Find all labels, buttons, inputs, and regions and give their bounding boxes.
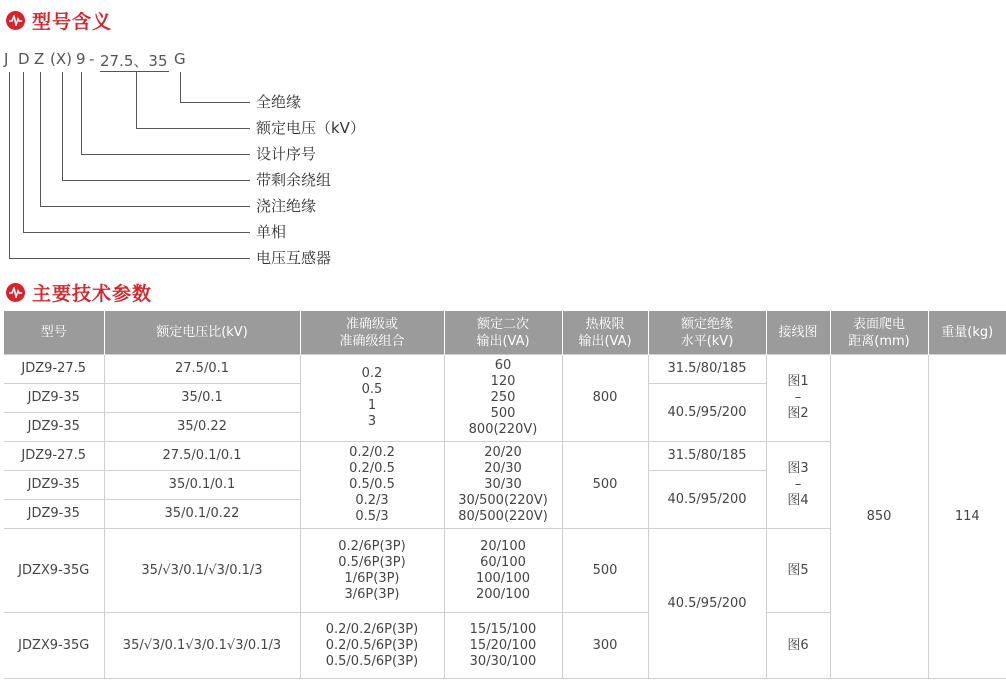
cell-wiring: 图5 bbox=[766, 529, 830, 613]
leader-line bbox=[180, 102, 250, 103]
leader-line bbox=[136, 72, 137, 128]
cell-model: JDZX9-35G bbox=[4, 529, 104, 613]
table-row bbox=[4, 355, 1006, 384]
cell-thermal: 500 bbox=[562, 442, 648, 529]
column-header: 准确级或 准确级组合 bbox=[300, 311, 444, 355]
table-header-row bbox=[4, 311, 1006, 355]
cell-model: JDZ9-35 bbox=[4, 384, 104, 413]
meaning-label: 浇注绝缘 bbox=[256, 197, 317, 215]
pulse-icon bbox=[6, 11, 25, 30]
leader-line bbox=[9, 72, 10, 258]
cell-ratio: 35/√3/0.1/√3/0.1/3 bbox=[104, 529, 300, 613]
code-char: D bbox=[18, 50, 30, 68]
cell-wiring: 图3 – 图4 bbox=[766, 442, 830, 529]
cell-thermal: 300 bbox=[562, 613, 648, 679]
cell-ratio: 35/0.1 bbox=[104, 384, 300, 413]
code-underline bbox=[100, 71, 169, 72]
cell-accuracy: 0.2/0.2 0.2/0.5 0.5/0.5 0.2/3 0.5/3 bbox=[300, 442, 444, 529]
column-header: 额定电压比(kV) bbox=[104, 311, 300, 355]
cell-insulation: 40.5/95/200 bbox=[648, 384, 766, 442]
leader-line bbox=[23, 72, 24, 232]
meaning-label: 电压互感器 bbox=[256, 249, 332, 267]
section-title: 主要技术参数 bbox=[32, 283, 153, 305]
leader-line bbox=[62, 72, 63, 180]
code-char: (X) bbox=[50, 50, 72, 68]
cell-thermal: 500 bbox=[562, 529, 648, 613]
leader-line bbox=[40, 206, 250, 207]
meaning-label: 设计序号 bbox=[256, 145, 317, 163]
cell-accuracy: 0.2/0.2/6P(3P) 0.2/0.5/6P(3P) 0.5/0.5/6P(3P) bbox=[300, 613, 444, 679]
cell-ratio: 35/0.1/0.1 bbox=[104, 471, 300, 500]
cell-weight: 114 bbox=[928, 355, 1006, 679]
cell-model: JDZ9-35 bbox=[4, 413, 104, 442]
cell-ratio: 35/0.22 bbox=[104, 413, 300, 442]
column-header: 表面爬电 距离(mm) bbox=[830, 311, 928, 355]
leader-line bbox=[81, 154, 250, 155]
cell-wiring: 图1 – 图2 bbox=[766, 355, 830, 442]
cell-accuracy: 0.2 0.5 1 3 bbox=[300, 355, 444, 442]
cell-model: JDZ9-35 bbox=[4, 500, 104, 529]
cell-insulation: 40.5/95/200 bbox=[648, 471, 766, 529]
meaning-label: 带剩余绕组 bbox=[256, 171, 332, 189]
column-header: 重量(kg) bbox=[928, 311, 1006, 355]
section-header-model-meaning bbox=[6, 7, 112, 34]
column-header: 热极限 输出(VA) bbox=[562, 311, 648, 355]
cell-insulation: 31.5/80/185 bbox=[648, 442, 766, 471]
pulse-icon bbox=[6, 283, 25, 302]
leader-line bbox=[23, 232, 250, 233]
cell-output: 60 120 250 500 800(220V) bbox=[444, 355, 562, 442]
cell-model: JDZ9-27.5 bbox=[4, 355, 104, 384]
cell-model: JDZ9-35 bbox=[4, 471, 104, 500]
cell-model: JDZ9-27.5 bbox=[4, 442, 104, 471]
leader-line bbox=[81, 72, 82, 154]
leader-line bbox=[180, 72, 181, 102]
cell-ratio: 35/0.1/0.22 bbox=[104, 500, 300, 529]
code-char: Z bbox=[34, 50, 45, 68]
cell-output: 20/100 60/100 100/100 200/100 bbox=[444, 529, 562, 613]
code-char: - bbox=[89, 50, 95, 68]
column-header: 型号 bbox=[4, 311, 104, 355]
cell-ratio: 35/√3/0.1√3/0.1√3/0.1/3 bbox=[104, 613, 300, 679]
code-char: J bbox=[4, 50, 9, 68]
column-header: 额定绝缘 水平(kV) bbox=[648, 311, 766, 355]
leader-line bbox=[62, 180, 250, 181]
column-header: 额定二次 输出(VA) bbox=[444, 311, 562, 355]
code-char: G bbox=[174, 50, 186, 68]
leader-line bbox=[9, 258, 250, 259]
column-header: 接线图 bbox=[766, 311, 830, 355]
code-char: 27.5、35 bbox=[100, 52, 168, 70]
cell-model: JDZX9-35G bbox=[4, 613, 104, 679]
meaning-label: 单相 bbox=[256, 223, 287, 241]
leader-line bbox=[136, 128, 250, 129]
cell-ratio: 27.5/0.1 bbox=[104, 355, 300, 384]
cell-accuracy: 0.2/6P(3P) 0.5/6P(3P) 1/6P(3P) 3/6P(3P) bbox=[300, 529, 444, 613]
cell-creepage: 850 bbox=[830, 355, 928, 679]
cell-insulation: 40.5/95/200 bbox=[648, 529, 766, 679]
cell-ratio: 27.5/0.1/0.1 bbox=[104, 442, 300, 471]
section-header-specs bbox=[6, 279, 152, 306]
spec-table bbox=[4, 311, 1006, 679]
leader-line bbox=[40, 72, 41, 206]
cell-thermal: 800 bbox=[562, 355, 648, 442]
meaning-label: 额定电压（kV） bbox=[256, 119, 365, 137]
code-char: 9 bbox=[76, 50, 86, 68]
cell-insulation: 31.5/80/185 bbox=[648, 355, 766, 384]
section-title: 型号含义 bbox=[32, 11, 113, 33]
cell-wiring: 图6 bbox=[766, 613, 830, 679]
cell-output: 20/20 20/30 30/30 30/500(220V) 80/500(220V) bbox=[444, 442, 562, 529]
meaning-label: 全绝缘 bbox=[256, 93, 302, 111]
cell-output: 15/15/100 15/20/100 30/30/100 bbox=[444, 613, 562, 679]
